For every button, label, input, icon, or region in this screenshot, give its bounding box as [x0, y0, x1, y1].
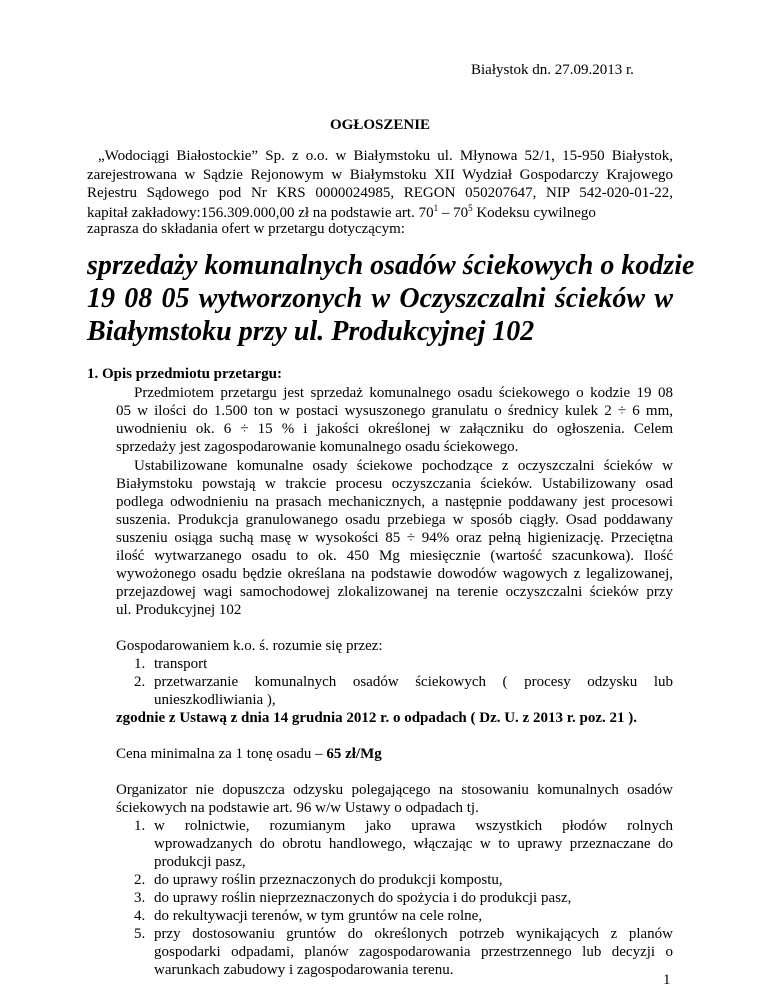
intro-line: „Wodociągi Białostockie” Sp. z o.o. w Białymstoku ul. Młynowa 52/1, 15-950 Białystok, — [98, 148, 673, 164]
law-reference: zgodnie z Ustawą z dnia 14 grudnia 2012 r. o odpadach ( Dz. U. z 2013 r. poz. 21 ). — [116, 710, 637, 726]
price-value: 65 zł/Mg — [326, 746, 382, 762]
text-line: ilość wytwarzanego osadu to ok. 450 Mg miesięcznie (wartość szacunkowa). Ilość — [116, 548, 673, 564]
text-line: suszeniu osiąga suchą masę w wysokości 85 ÷ 94% oraz pełną higienizację. Przeciętna — [116, 530, 673, 546]
list-item-continued: wprowadzanych do obrotu handlowego, włączając w to uprawy przeznaczane do — [154, 836, 673, 852]
list-number: 1. — [134, 656, 146, 672]
intro-text: – 70 — [438, 205, 469, 221]
list-number: 2. — [134, 674, 146, 690]
price-line — [116, 746, 382, 763]
list-item: przetwarzanie komunalnych osadów ściekowych ( procesy odzysku lub — [154, 674, 673, 690]
text-line: uwodnieniu ok. 6 ÷ 15 % i jakości określonej w załączniku do ogłoszenia. Celem — [116, 421, 673, 437]
page-number: 1 — [663, 972, 671, 988]
exclusions-intro: ściekowych na podstawie art. 96 w/w Ustawy o odpadach tj. — [116, 800, 479, 816]
intro-line — [87, 203, 596, 222]
price-label: Cena minimalna za 1 tonę osadu – — [116, 746, 327, 762]
list-item-continued: unieszkodliwiania ), — [154, 692, 276, 708]
list-number: 2. — [134, 872, 146, 888]
list-item: przy dostosowaniu gruntów do określonych potrzeb wynikających z planów — [154, 926, 673, 942]
list-item: do uprawy roślin przeznaczonych do produkcji kompostu, — [154, 872, 503, 888]
exclusions-intro: Organizator nie dopuszcza odzysku polegającego na stosowaniu komunalnych osadów — [116, 782, 673, 798]
subject-line: sprzedaży komunalnych osadów ściekowych o kodzie — [87, 250, 695, 281]
section-heading: 1. Opis przedmiotu przetargu: — [87, 366, 282, 382]
text-line: suszenia. Produkcja granulowanego osadu przebiega w sposób ciągły. Osad poddawany — [116, 512, 673, 528]
text-line: podlega odwodnieniu na prasach mechanicznych, a następnie poddawany jest procesowi — [116, 494, 673, 510]
text-line: Białymstoku powstają w trakcie procesu oczyszczania ścieków. Ustabilizowany osad — [116, 476, 673, 492]
text-line: 05 w ilości do 1.500 ton w postaci wysuszonego granulatu o średnicy kulek 2 ÷ 6 mm, — [116, 403, 673, 419]
superscript: 5 — [468, 203, 473, 213]
list-item: do uprawy roślin nieprzeznaczonych do spożycia i do produkcji pasz, — [154, 890, 572, 906]
management-intro: Gospodarowaniem k.o. ś. rozumie się przez: — [116, 638, 383, 654]
intro-line: zaprasza do składania ofert w przetargu dotyczącym: — [87, 221, 405, 237]
list-number: 5. — [134, 926, 146, 942]
subject-line: Białymstoku przy ul. Produkcyjnej 102 — [87, 316, 535, 347]
list-item-continued: warunkach zabudowy i zagospodarowania terenu. — [154, 962, 454, 978]
text-line: sprzedaży jest zagospodarowanie komunalnego osadu ściekowego. — [116, 439, 519, 455]
intro-line: zarejestrowana w Sądzie Rejonowym w Białymstoku XII Wydział Gospodarczy Krajowego — [87, 167, 673, 183]
text-line: przejazdowej wagi samochodowej zlokalizowanej na terenie oczyszczalni ścieków przy — [116, 584, 673, 600]
place-date: Białystok dn. 27.09.2013 r. — [471, 62, 634, 78]
text-line: Ustabilizowane komunalne osady ściekowe pochodzące z oczyszczalni ścieków w — [134, 458, 673, 474]
intro-text: Kodeksu cywilnego — [472, 205, 596, 221]
list-item-continued: gospodarki odpadami, planów zagospodarowania przestrzennego lub decyzji o — [154, 944, 673, 960]
list-number: 4. — [134, 908, 146, 924]
list-item: transport — [154, 656, 208, 672]
list-number: 3. — [134, 890, 146, 906]
text-line: Przedmiotem przetargu jest sprzedaż komunalnego osadu ściekowego o kodzie 19 08 — [134, 385, 673, 401]
superscript: 1 — [433, 203, 439, 213]
list-item: do rekultywacji terenów, w tym gruntów na cele rolne, — [154, 908, 483, 924]
text-line: wywożonego osadu będzie określana na podstawie dowodów wagowych z legalizowanej, — [116, 566, 673, 582]
page-title: OGŁOSZENIE — [330, 117, 431, 133]
list-item-continued: produkcji pasz, — [154, 854, 246, 870]
intro-text: kapitał zakładowy:156.309.000,00 zł na podstawie art. 70 — [87, 205, 434, 221]
subject-line: 19 08 05 wytworzonych w Oczyszczalni ścieków w — [87, 283, 673, 314]
list-number: 1. — [134, 818, 146, 834]
text-line: ul. Produkcyjnej 102 — [116, 602, 242, 618]
intro-line: Rejestru Sądowego pod Nr KRS 0000024985, REGON 050207647, NIP 542-020-01-22, — [87, 185, 673, 201]
list-item: w rolnictwie, rozumianym jako uprawa wszystkich płodów rolnych — [154, 818, 673, 834]
